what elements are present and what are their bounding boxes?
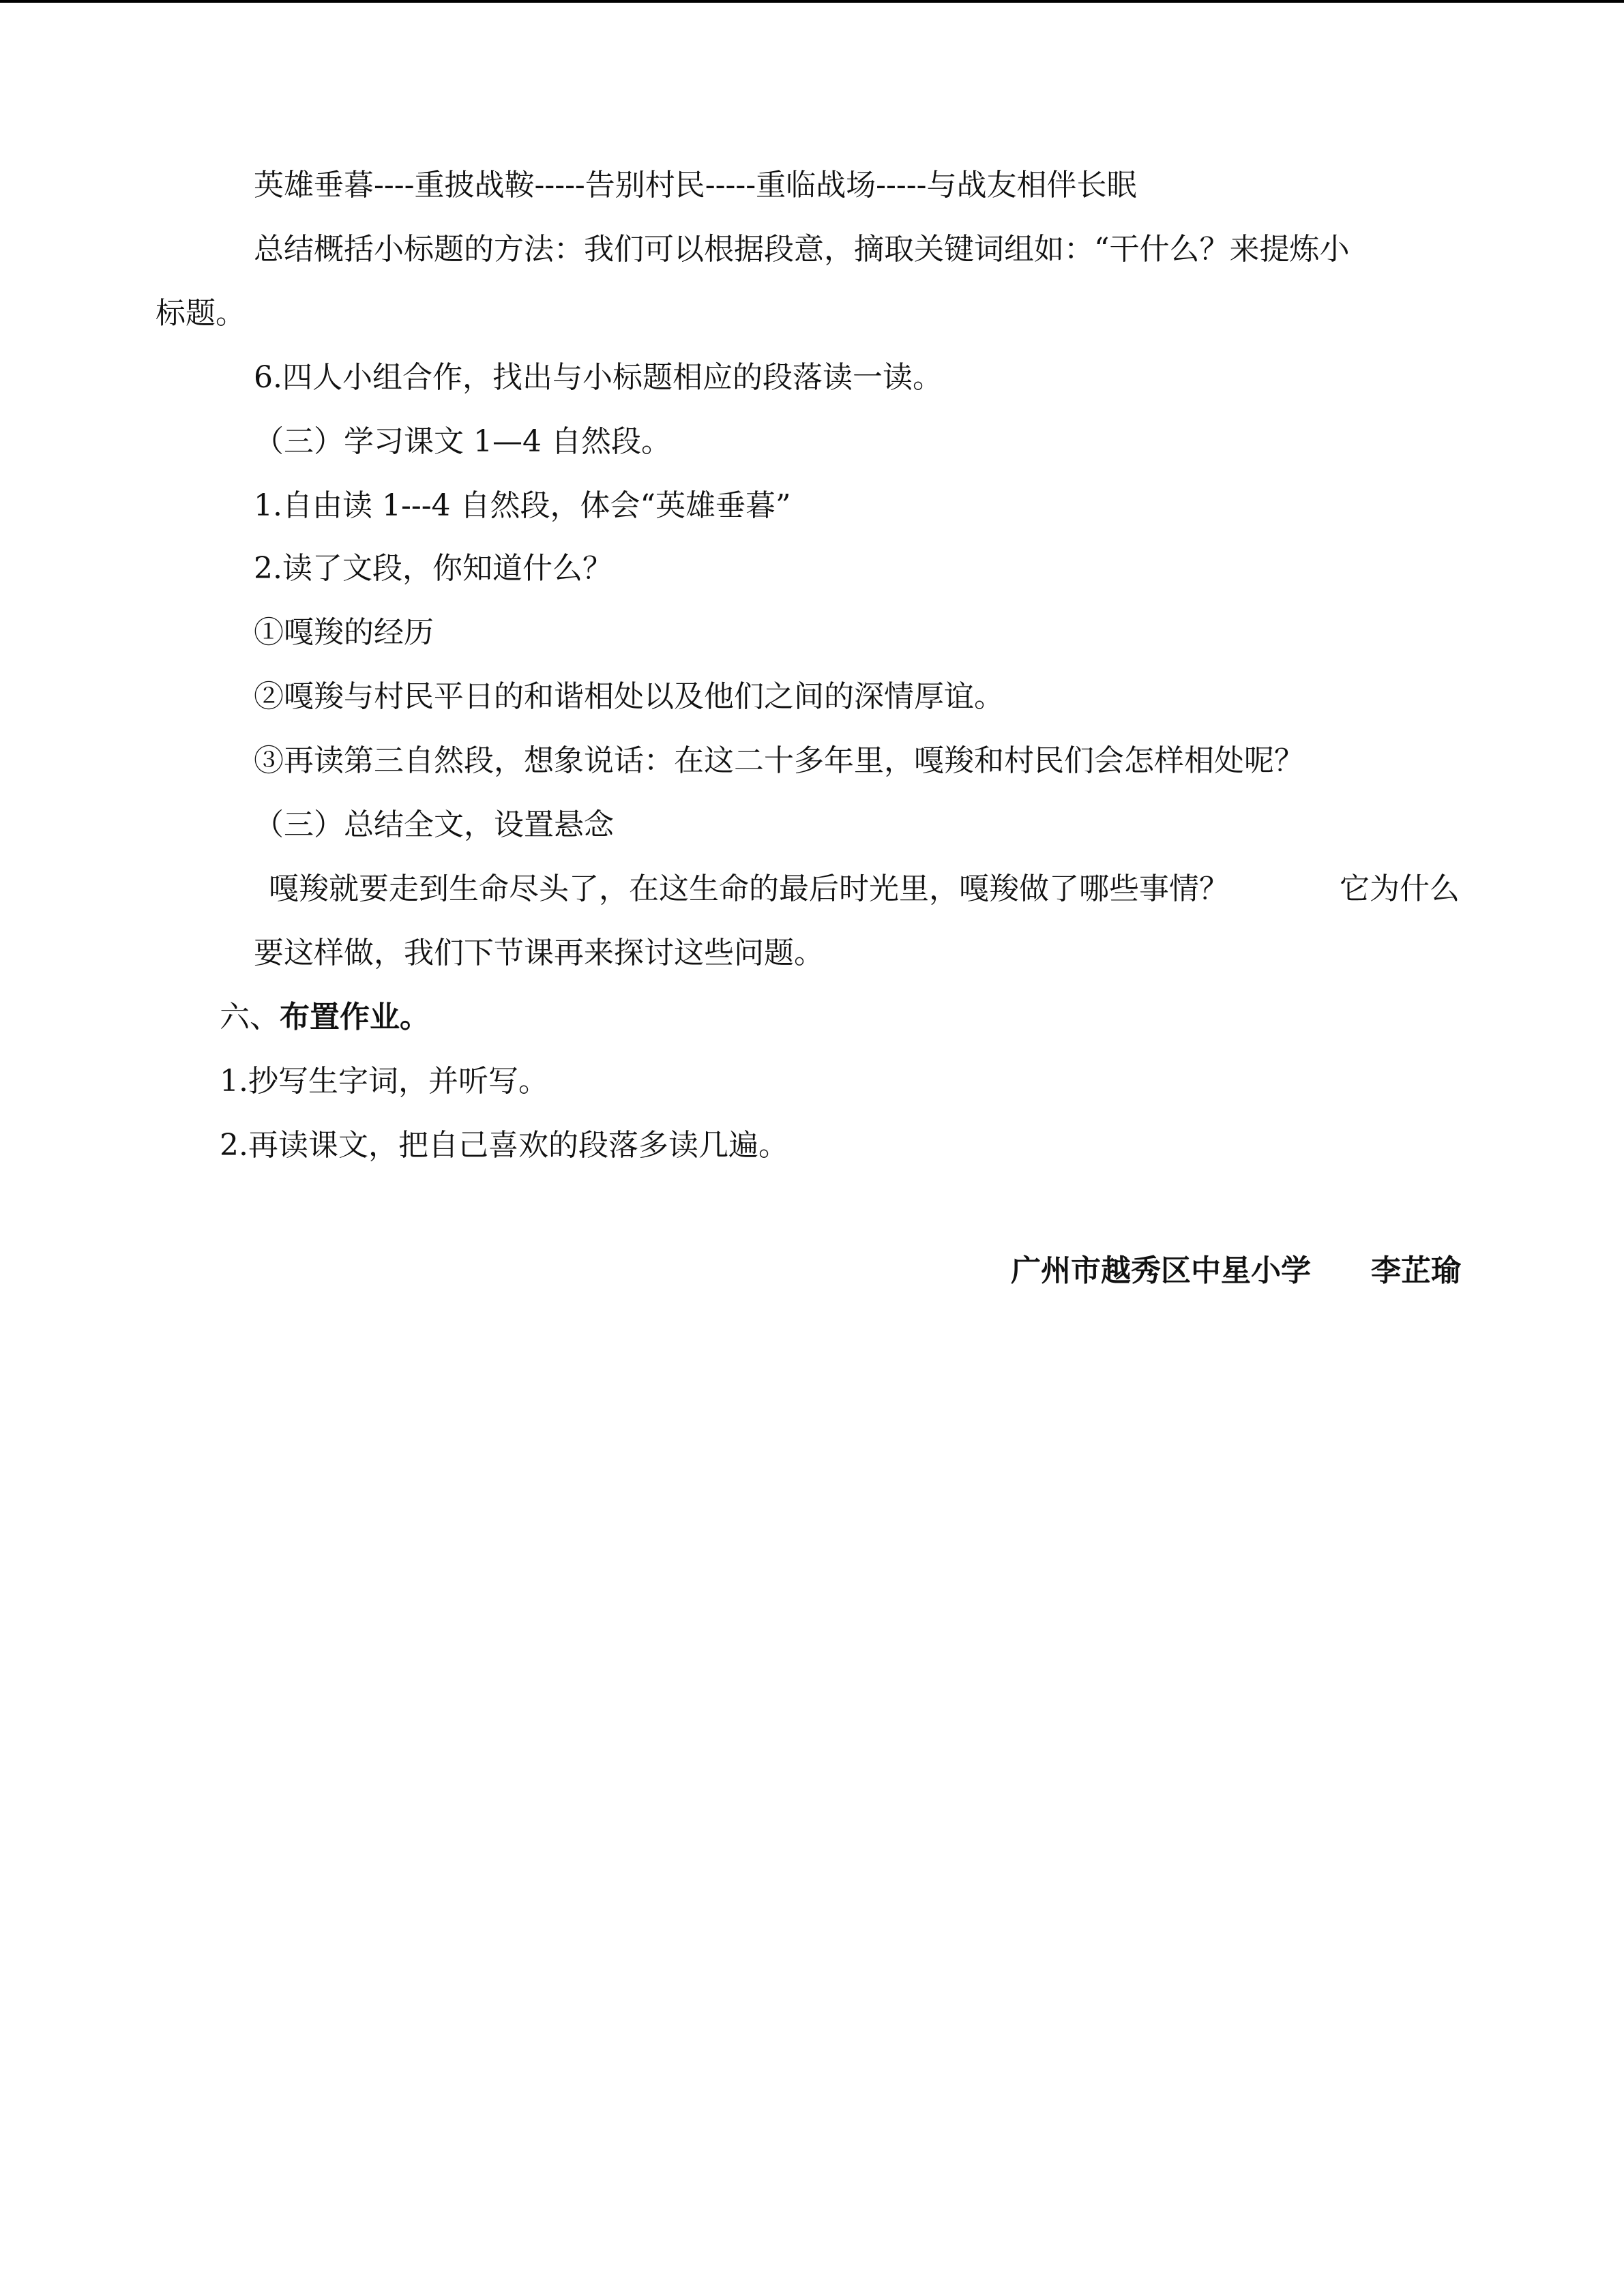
point-1-experience: ①嘎羧的经历 bbox=[254, 615, 434, 650]
section-heading-learn-paragraphs: （三）学习课文 1—4 自然段。 bbox=[254, 424, 671, 459]
paragraph-method-summary-continued: 标题。 bbox=[156, 296, 246, 331]
paragraph-suspense-continued: 要这样做，我们下节课再来探讨这些问题。 bbox=[254, 936, 824, 970]
section-number-six: 六、 bbox=[220, 1000, 280, 1034]
paragraph-suspense-part-1: 嘎羧就要走到生命尽头了，在这生命的最后时光里，嘎羧做了哪些事情？ bbox=[269, 871, 1229, 906]
point-2-harmony: ②嘎羧与村民平日的和谐相处以及他们之间的深情厚谊。 bbox=[254, 679, 1004, 714]
paragraph-outline-subtitles: 英雄垂暮----重披战鞍-----告别村民-----重临战场-----与战友相伴长眠 bbox=[254, 168, 1137, 203]
paragraph-method-summary bbox=[254, 230, 1468, 269]
point-3-imagine-speaking: ③再读第三自然段，想象说话：在这二十多年里，嘎羧和村民们会怎样相处呢？ bbox=[254, 743, 1304, 778]
signature-school: 广州市越秀区中星小学 bbox=[1011, 1253, 1311, 1288]
step-1-free-reading: 1.自由读 1---4 自然段，体会“英雄垂暮” bbox=[254, 488, 791, 523]
paragraph-suspense-part-2: 它为什么 bbox=[1340, 871, 1460, 906]
homework-item-2: 2.再读课文，把自己喜欢的段落多读几遍。 bbox=[220, 1128, 788, 1163]
signature-author: 李芷瑜 bbox=[1371, 1253, 1461, 1288]
section-heading-summary-suspense: （三）总结全文，设置悬念 bbox=[254, 807, 614, 842]
paragraph-method-summary-text: 总结概括小标题的方法：我们可以根据段意，摘取关键词组如：“干什么？来提炼小 bbox=[254, 232, 1350, 267]
step-2-what-do-you-know: 2.读了文段，你知道什么？ bbox=[254, 551, 612, 586]
section-heading-homework bbox=[220, 998, 430, 1037]
step-6-group-reading: 6.四人小组合作，找出与小标题相应的段落读一读。 bbox=[254, 360, 943, 395]
homework-item-1: 1.抄写生字词，并听写。 bbox=[220, 1064, 548, 1099]
homework-title: 布置作业。 bbox=[280, 1000, 430, 1034]
